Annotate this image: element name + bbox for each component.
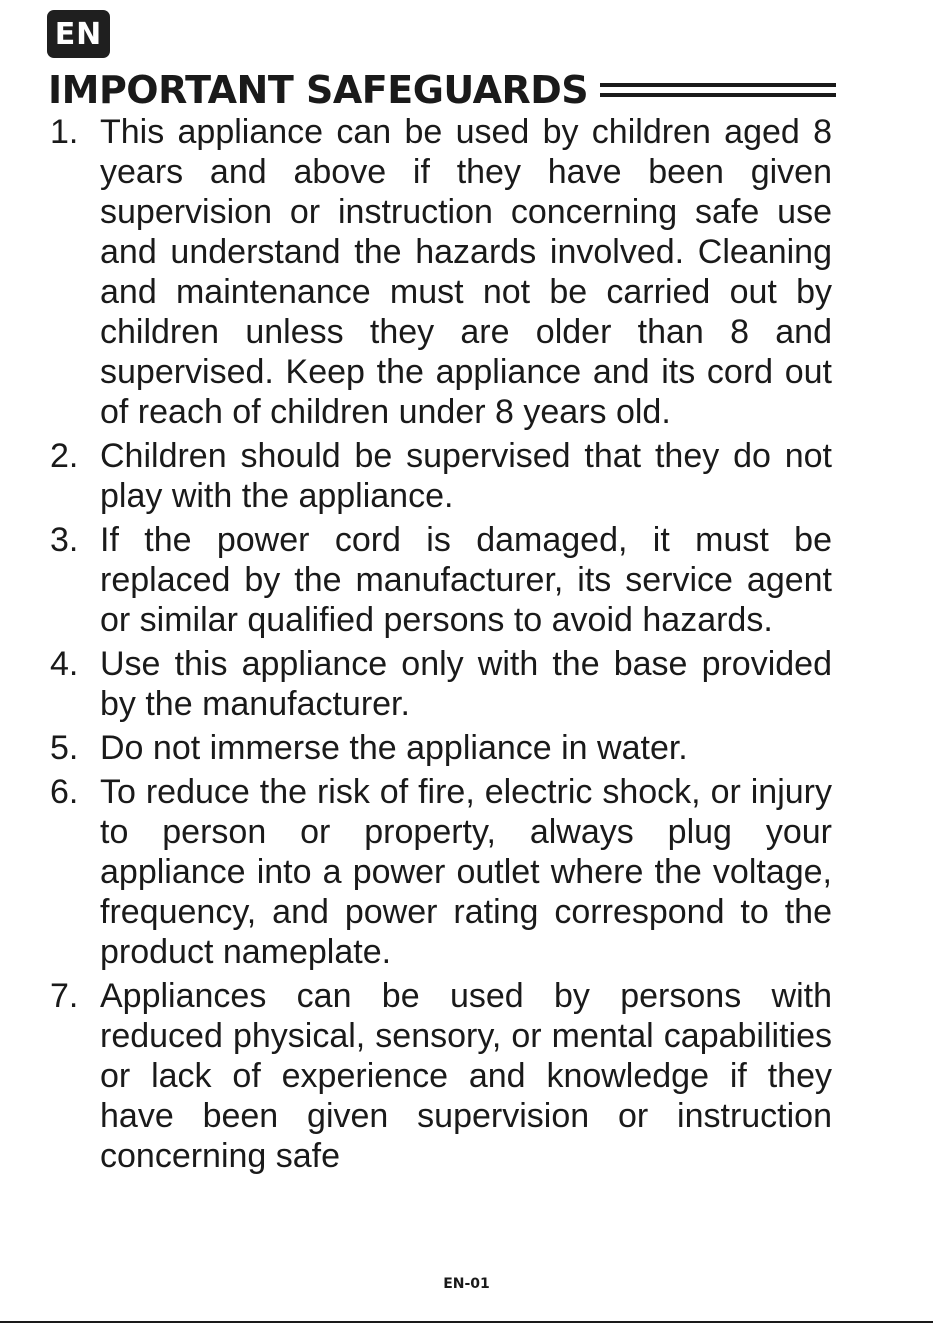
item-text: If the power cord is damaged, it must be replaced by the manufacturer, its service agent or similar qualified persons to avoid hazards.: [100, 521, 832, 639]
list-item: [48, 976, 832, 1176]
list-item: [48, 772, 832, 972]
item-number: 5.: [50, 729, 79, 767]
list-item: [48, 520, 832, 640]
item-number: 2.: [50, 437, 79, 475]
item-text: Do not immerse the appliance in water.: [100, 729, 688, 767]
bottom-divider: [0, 1321, 933, 1323]
page-number: EN-01: [443, 1276, 490, 1292]
safeguards-list: [48, 112, 832, 1180]
item-text: This appliance can be used by children aged 8 years and above if they have been given supervision or instruction concerning safe use and understand the hazards involved. Cleaning and maintenance must not be carried out by children unless they are older than 8 and supervised. Keep the appliance and its cord out of reach of children under 8 years old.: [100, 113, 832, 431]
list-item: [48, 436, 832, 516]
language-badge: EN: [47, 10, 110, 58]
item-text: To reduce the risk of fire, electric shock, or injury to person or property, always plug your appliance into a power outlet where the voltage, frequency, and power rating correspond to the product nameplate.: [100, 773, 832, 971]
list-item: [48, 644, 832, 724]
item-number: 7.: [50, 977, 79, 1015]
title-double-rule: [600, 83, 836, 97]
item-text: Children should be supervised that they do not play with the appliance.: [100, 437, 832, 515]
item-text: Use this appliance only with the base provided by the manufacturer.: [100, 645, 832, 723]
item-text: Appliances can be used by persons with reduced physical, sensory, or mental capabilities or lack of experience and knowledge if they have been given supervision or instruction concerning safe: [100, 977, 832, 1175]
item-number: 3.: [50, 521, 79, 559]
item-number: 6.: [50, 773, 79, 811]
heading-row: [48, 64, 836, 116]
item-number: 1.: [50, 113, 79, 151]
list-item: [48, 728, 832, 768]
page-title: IMPORTANT SAFEGUARDS: [48, 68, 589, 112]
item-number: 4.: [50, 645, 79, 683]
list-item: [48, 112, 832, 432]
